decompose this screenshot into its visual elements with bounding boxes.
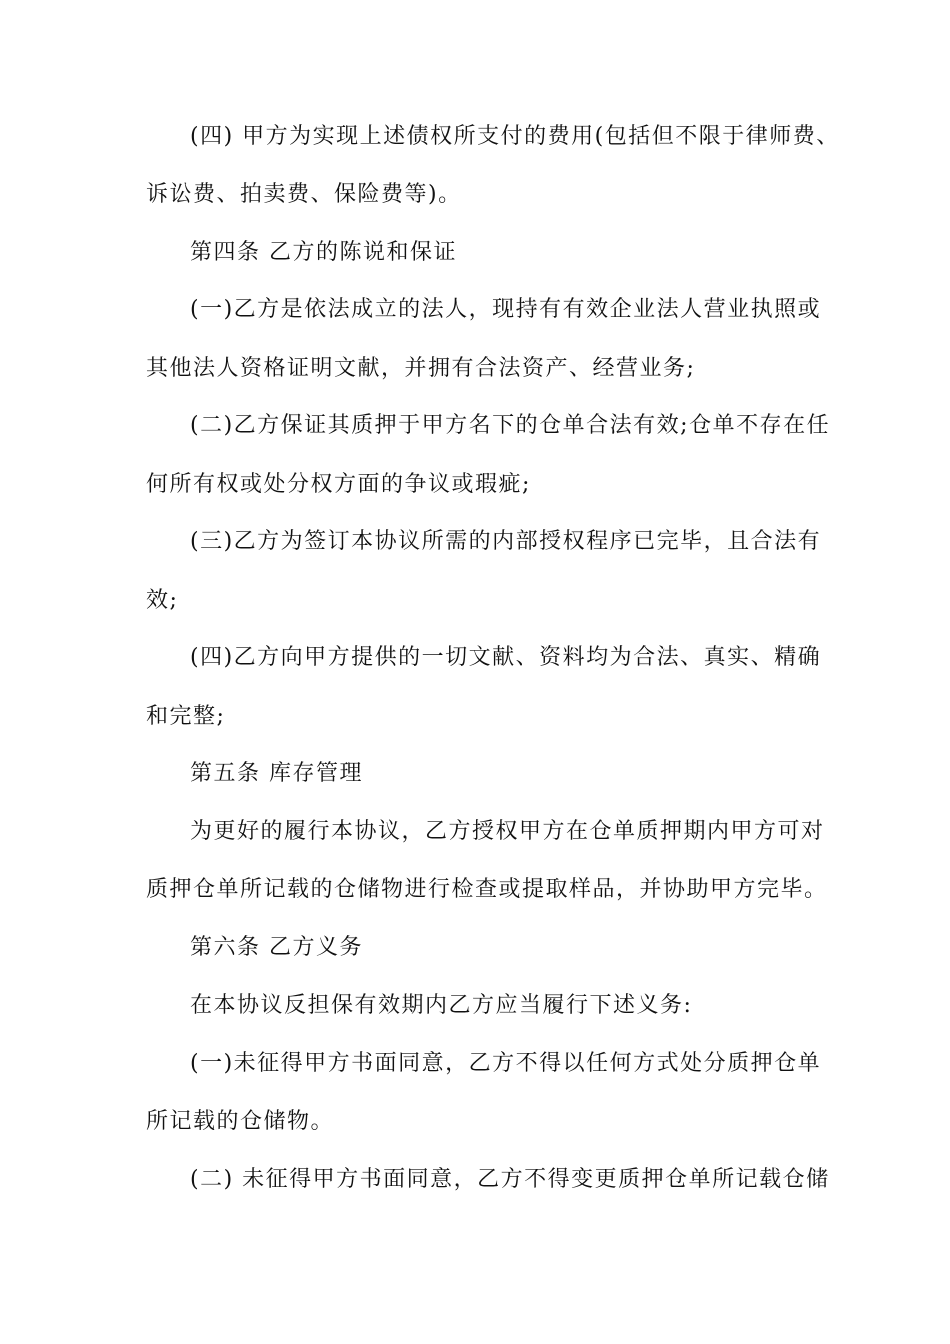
section-heading: 第六条 乙方义务	[190, 935, 363, 960]
text-line: (一)乙方是依法成立的法人，现持有有效企业法人营业执照或	[190, 297, 822, 322]
text-line: 和完整;	[146, 704, 226, 729]
text-line: 质押仓单所记载的仓储物进行检查或提取样品，并协助甲方完毕。	[146, 877, 828, 902]
text-line: 诉讼费、拍卖费、保险费等)。	[146, 182, 462, 207]
text-line: 其他法人资格证明文献，并拥有合法资产、经营业务;	[146, 356, 696, 381]
text-line: (二)乙方保证其质押于甲方名下的仓单合法有效;仓单不存在任	[190, 413, 831, 438]
text-line: (三)乙方为签订本协议所需的内部授权程序已完毕，且合法有	[190, 529, 822, 554]
text-line: (四)乙方向甲方提供的一切文献、资料均为合法、真实、精确	[190, 645, 822, 670]
text-line: 为更好的履行本协议，乙方授权甲方在仓单质押期内甲方可对	[190, 819, 825, 844]
text-line: (二) 未征得甲方书面同意，乙方不得变更质押仓单所记载仓储	[190, 1167, 830, 1192]
text-line: 效;	[146, 588, 179, 613]
text-line: (一)未征得甲方书面同意，乙方不得以任何方式处分质押仓单	[190, 1051, 822, 1076]
text-line: 何所有权或处分权方面的争议或瑕疵;	[146, 472, 531, 497]
text-line: (四) 甲方为实现上述债权所支付的费用(包括但不限于律师费、	[190, 124, 840, 149]
text-line: 所记载的仓储物。	[146, 1109, 335, 1134]
section-heading: 第四条 乙方的陈说和保证	[190, 240, 457, 265]
text-line: 在本协议反担保有效期内乙方应当履行下述义务:	[190, 993, 693, 1018]
section-heading: 第五条 库存管理	[190, 761, 363, 786]
